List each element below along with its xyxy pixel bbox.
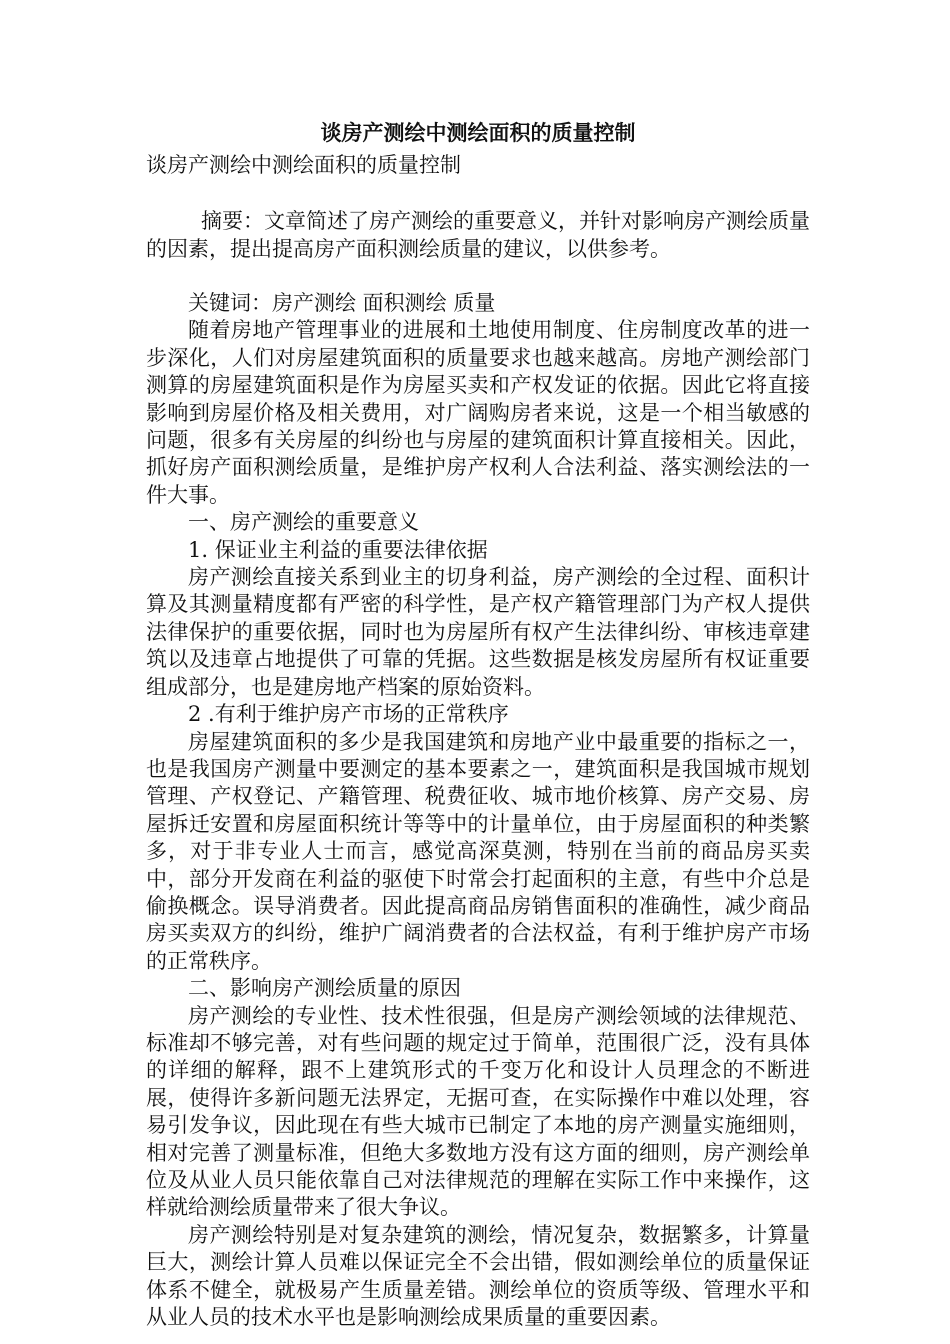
keywords-line: 关键词：房产测绘 面积测绘 质量: [188, 291, 496, 315]
document-subtitle: 谈房产测绘中测绘面积的质量控制: [146, 153, 461, 177]
section-1-2-paragraph: 房屋建筑面积的多少是我国建筑和房地产业中最重要的指标之一，也是我国房产测量中要测定的基本要素之一，建筑面积是我国城市规划管理、产权登记、产籍管理、税费征收、城市地价核算、房产交易、房屋拆迁安置和房屋面积统计等等中的计量单位，由于房屋面积的种类繁多，对于非专业人士而言，感觉高深莫测，特别在当前的商品房买卖中，部分开发商在利益的驱使下时常会打起面积的主意，有些中介总是偷换概念。误导消费者。因此提高商品房销售面积的准确性，减少商品房买卖双方的纠纷，维护广阔消费者的合法权益，有利于维护房产市场的正常秩序。: [146, 729, 810, 973]
section-2-paragraph-1: 房产测绘的专业性、技术性很强，但是房产测绘领域的法律规范、标准却不够完善，对有些问题的规定过于简单，范围很广泛，没有具体的详细的解释，跟不上建筑形式的千变万化和设计人员理念的不断进展，使得许多新问题无法界定，无据可查，在实际操作中难以处理，容易引发争议，因此现在有些大城市已制定了本地的房产测量实施细则，相对完善了测量标准，但绝大多数地方没有这方面的细则，房产测绘单位及从业人员只能依靠自己对法律规范的理解在实际工作中来操作，这样就给测绘质量带来了很大争议。: [146, 1003, 810, 1220]
document-page: [146, 118, 810, 1331]
document-title: 谈房产测绘中测绘面积的质量控制: [320, 120, 636, 145]
blank-line: [146, 263, 810, 290]
section-2-paragraph-2: 房产测绘特别是对复杂建筑的测绘，情况复杂，数据繁多，计算量巨大，测绘计算人员难以保证完全不会出错，假如测绘单位的质量保证体系不健全，就极易产生质量差错。测绘单位的资质等级、管理水平和从业人员的技术水平也是影响测绘成果质量的重要因素。: [146, 1222, 810, 1330]
section-1-heading: 一、房产测绘的重要意义: [188, 510, 419, 535]
section-1-1-paragraph: 房产测绘直接关系到业主的切身利益，房产测绘的全过程、面积计算及其测量精度都有严密的科学性，是产权产籍管理部门为产权人提供法律保护的重要依据，同时也为房屋所有权产生法律纠纷、审核违章建筑以及违章占地提供了可靠的凭据。这些数据是核发房屋所有权证重要组成部分，也是建房地产档案的原始资料。: [146, 565, 810, 699]
section-1-1-heading: 1. 保证业主利益的重要法律依据: [188, 537, 488, 562]
section-2-heading: 二、影响房产测绘质量的原因: [188, 976, 461, 1001]
abstract-paragraph: 摘要：文章简述了房产测绘的重要意义，并针对影响房产测绘质量的因素，提出提高房产面积测绘质量的建议，以供参考。: [146, 209, 810, 261]
blank-line: [146, 180, 810, 207]
intro-paragraph: 随着房地产管理事业的进展和土地使用制度、住房制度改革的进一步深化，人们对房屋建筑面积的质量要求也越来越高。房地产测绘部门测算的房屋建筑面积是作为房屋买卖和产权发证的依据。因此它将直接影响到房屋价格及相关费用，对广阔购房者来说，这是一个相当敏感的问题，很多有关房屋的纠纷也与房屋的建筑面积计算直接相关。因此，抓好房产面积测绘质量，是维护房产权利人合法利益、落实测绘法的一件大事。: [146, 318, 810, 507]
section-1-2-heading: 2 .有利于维护房产市场的正常秩序: [188, 702, 509, 727]
